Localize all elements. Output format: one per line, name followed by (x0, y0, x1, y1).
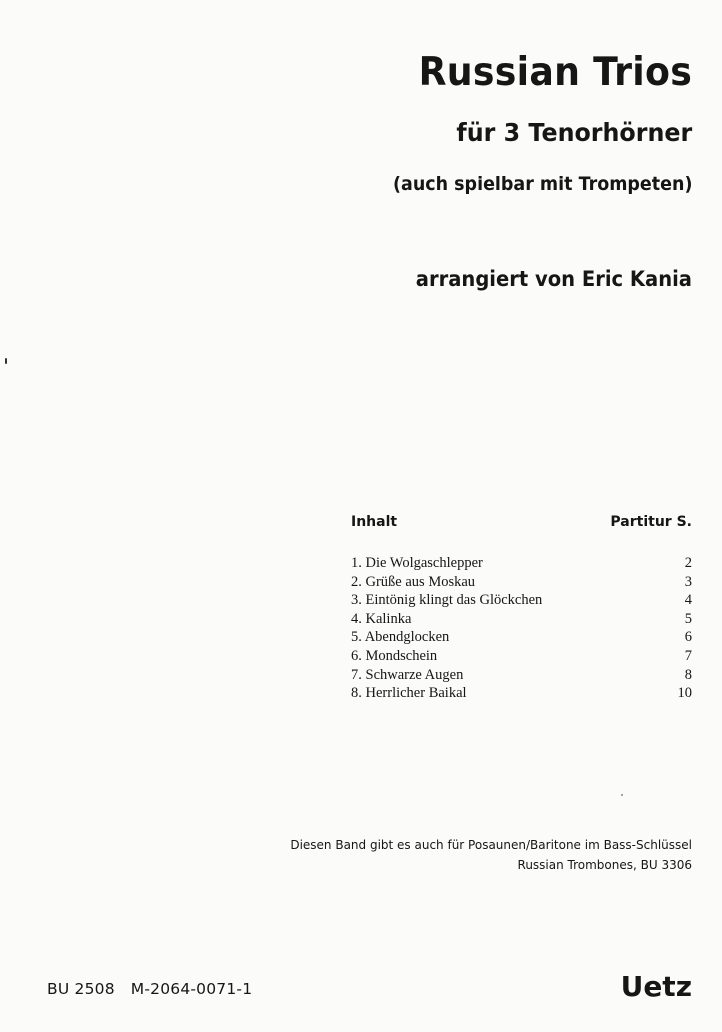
toc-item-title: 4. Kalinka (351, 610, 412, 627)
toc-list (351, 554, 692, 703)
cover-subtitle: für 3 Tenorhörner (456, 118, 692, 147)
alternate-edition-note: Diesen Band gibt es auch für Posaunen/Baritone im Bass-Schlüssel (290, 838, 692, 852)
toc-item (351, 591, 692, 610)
cover-title: Russian Trios (418, 50, 692, 95)
toc-item (351, 573, 692, 592)
toc-item-title: 5. Abendglocken (351, 629, 450, 646)
toc-heading-contents: Inhalt (351, 514, 398, 530)
toc-item (351, 554, 692, 573)
toc-item-page: 7 (684, 647, 692, 664)
toc-item (351, 684, 692, 703)
toc-item-title: 3. Eintönig klingt das Glöckchen (351, 592, 543, 609)
toc-item-title: 6. Mondschein (351, 647, 438, 664)
alternate-edition-reference: Russian Trombones, BU 3306 (517, 858, 692, 872)
toc-item-title: 8. Herrlicher Baikal (351, 685, 467, 702)
toc-item (351, 628, 692, 647)
scan-speck (621, 794, 623, 796)
toc-item (351, 666, 692, 685)
toc-item-page: 2 (684, 555, 692, 571)
toc-item-page: 3 (684, 573, 692, 590)
ismn-number: M-2064-0071-1 (130, 980, 253, 998)
toc-item-title: 7. Schwarze Augen (351, 666, 464, 683)
scan-speck (5, 358, 7, 364)
toc-item-page: 4 (684, 592, 692, 609)
toc-item-page: 8 (684, 666, 692, 683)
toc-item-page: 5 (684, 610, 692, 627)
toc-item (351, 647, 692, 666)
catalog-info (47, 980, 252, 998)
toc-item-page: 10 (677, 685, 692, 702)
table-of-contents (351, 514, 692, 703)
toc-item-title: 2. Grüße aus Moskau (351, 573, 476, 590)
cover-subnote: (auch spielbar mit Trompeten) (392, 173, 692, 195)
toc-item-page: 6 (684, 629, 692, 646)
arranger-credit: arrangiert von Eric Kania (415, 267, 692, 291)
toc-heading-page: Partitur S. (610, 514, 692, 530)
toc-item-title: 1. Die Wolgaschlepper (351, 555, 483, 571)
toc-header (351, 514, 692, 534)
publisher-logo: Uetz (620, 970, 692, 1003)
toc-item (351, 610, 692, 629)
catalog-number: BU 2508 (47, 980, 115, 998)
